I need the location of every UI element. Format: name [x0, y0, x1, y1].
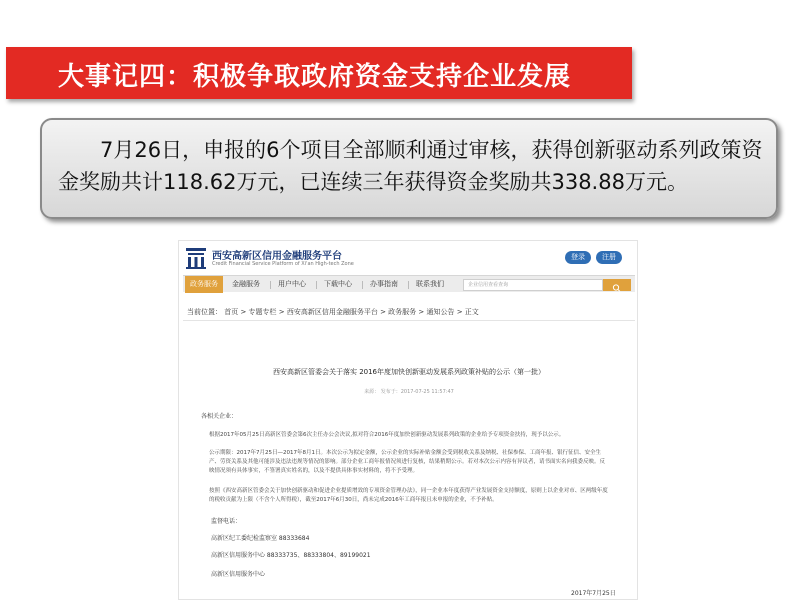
nav-item-downloads[interactable]: 下载中心: [324, 280, 352, 288]
search-button[interactable]: [603, 279, 631, 291]
article-title: 西安高新区管委会关于落实 2016年度加快创新驱动发展系列政策补贴的公示（第一批）: [272, 368, 546, 376]
search-icon: [603, 282, 631, 294]
site-name: 西安高新区信用金融服务平台: [212, 251, 342, 262]
login-button[interactable]: 登录: [565, 251, 591, 264]
divider: [183, 320, 635, 321]
slide-title-bar: [6, 47, 632, 99]
nav-separator: [408, 281, 409, 289]
article-greeting: 各相关企业：: [201, 413, 238, 420]
site-logo-icon: [185, 246, 207, 270]
nav-item-contact[interactable]: 联系我们: [416, 280, 444, 288]
article-meta: 来源： 发布于：2017-07-25 11:57:47: [364, 389, 454, 395]
nav-separator: [362, 281, 363, 289]
article-paragraph: 按照《西安高新区管委会关于加快创新驱动和促进企业提质增效的专项资金管理办法》，同一企业本年度获得产业发展资金支持额度，原则上以企业对市、区两级年度的税收贡献为上限（不含个人所得税），截至2017年6月30日，尚未完成2016年工商年报且未申报的企业，不予补贴。: [209, 488, 608, 503]
site-header: [179, 241, 638, 275]
article-paragraph: 根据2017年05月25日高新区管委会第6次主任办公会决议,拟对符合2016年度加快创新驱动发展系列政策的企业给予专项资金扶持，现予以公示。: [209, 432, 565, 438]
contact-label: 监督电话：: [211, 518, 242, 525]
nav-separator: [316, 281, 317, 289]
article-date: 2017年7月25日: [571, 590, 616, 597]
nav-item-user-center[interactable]: 用户中心: [278, 280, 306, 288]
article-paragraph: 公示期限：2017年7月25日—2017年8月1日。本次公示为拟定金额，公示企业的实际补贴金额会受到税收关系及纳税、社保参保、工商年报、银行征信、安全生产、劳资关系及其他可能涉及违法违规等情况的影响。部分企业工商年报情况须进行复核，结果稍期公示。若对本次公示内容有异议者，请书面实名向我委反映。反映情况须有具体事实，不签署真实姓名的，以及不提供具体事实材料的，将不予受理。: [209, 450, 606, 474]
breadcrumb: 当前位置： 首页 > 专题专栏 > 西安高新区信用金融服务平台 > 政务服务 > 通知公告 > 正文: [187, 308, 479, 316]
nav-item-gov-services[interactable]: 政务服务: [185, 276, 223, 293]
main-nav: [183, 275, 635, 292]
contact-line: 高新区纪工委纪检监察室 88333684: [211, 535, 310, 542]
summary-text: 7月26日，申报的6个项目全部顺利通过审核，获得创新驱动系列政策资金奖励共计118.62万元，已连续三年获得资金奖励共338.88万元。: [58, 138, 763, 194]
contact-line: 高新区信用服务中心: [211, 571, 266, 578]
contact-line: 高新区信用服务中心 88333735、88333804、89199021: [211, 552, 371, 559]
website-screenshot: [178, 240, 638, 600]
search-input[interactable]: 企业信用查看查询: [463, 279, 603, 291]
slide-title: 大事记四：积极争取政府资金支持企业发展: [58, 62, 572, 92]
summary-callout: [40, 118, 778, 219]
nav-item-guide[interactable]: 办事指南: [370, 280, 398, 288]
nav-item-finance[interactable]: 金融服务: [232, 280, 260, 288]
site-subtitle: Credit Financial Service Platform of Xi'an High-tech Zone: [212, 261, 354, 267]
register-button[interactable]: 注册: [596, 251, 622, 264]
nav-separator: [270, 281, 271, 289]
